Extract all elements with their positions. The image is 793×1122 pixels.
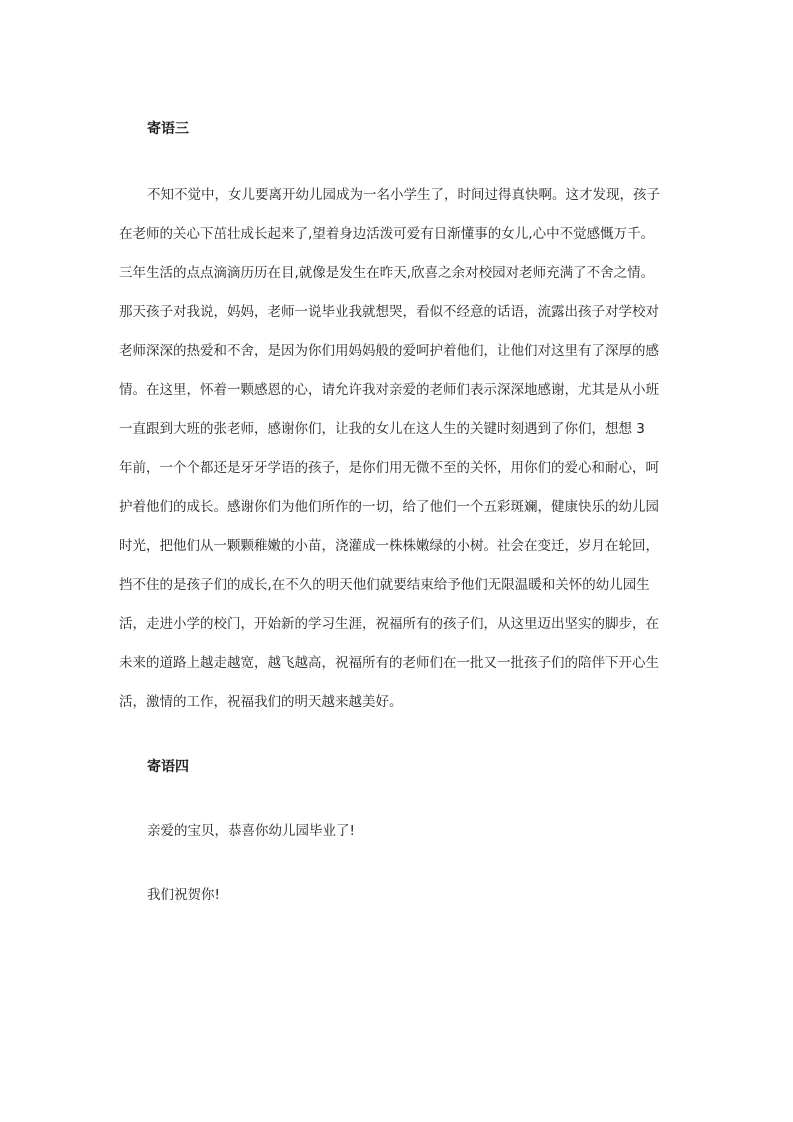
paragraph-line: 活，走进小学的校门，开始新的学习生涯，祝福所有的孩子们，从这里迈出坚实的脚步，在: [119, 616, 659, 632]
section-heading-4: 寄语四: [147, 759, 189, 775]
paragraph-line: 老师深深的热爱和不舍，是因为你们用妈妈般的爱呵护着他们，让他们对这里有了深厚的感: [119, 343, 659, 359]
paragraph-line: 情。在这里，怀着一颗感恩的心，请允许我对亲爱的老师们表示深深地感谢，尤其是从小班: [119, 382, 659, 398]
paragraph-line: 不知不觉中，女儿要离开幼儿园成为一名小学生了，时间过得真快啊。这才发现，孩子: [147, 187, 660, 203]
paragraph-line: 时光，把他们从一颗颗稚嫩的小苗，浇灌成一株株嫩绿的小树。社会在变迁，岁月在轮回，: [119, 538, 659, 554]
paragraph-line: 那天孩子对我说，妈妈，老师一说毕业我就想哭，看似不经意的话语，流露出孩子对学校对: [119, 304, 659, 320]
paragraph: 我们祝贺你!: [147, 887, 220, 903]
paragraph: 亲爱的宝贝，恭喜你幼儿园毕业了!: [147, 823, 355, 839]
paragraph-line: 未来的道路上越走越宽，越飞越高，祝福所有的老师们在一批又一批孩子们的陪伴下开心生: [119, 655, 659, 671]
section-heading-3: 寄语三: [147, 121, 189, 137]
paragraph-line: 活，激情的工作，祝福我们的明天越来越美好。: [119, 694, 403, 710]
paragraph-line: 一直跟到大班的张老师，感谢你们，让我的女儿在这人生的关键时刻遇到了你们，想想 3: [119, 421, 645, 437]
paragraph-line: 在老师的关心下茁壮成长起来了,望着身边活泼可爱有日渐懂事的女儿,心中不觉感慨万千。: [119, 226, 655, 242]
paragraph-line: 护着他们的成长。感谢你们为他们所作的一切，给了他们一个五彩斑斓，健康快乐的幼儿园: [119, 499, 659, 515]
paragraph-line: 挡不住的是孩子们的成长,在不久的明天他们就要结束给予他们无限温暖和关怀的幼儿园生: [119, 577, 650, 593]
paragraph-line: 年前，一个个都还是牙牙学语的孩子，是你们用无微不至的关怀，用你们的爱心和耐心，呵: [119, 460, 659, 476]
paragraph-line: 三年生活的点点滴滴历历在目,就像是发生在昨天,欣喜之余对校园对老师充满了不舍之情。: [119, 265, 655, 281]
